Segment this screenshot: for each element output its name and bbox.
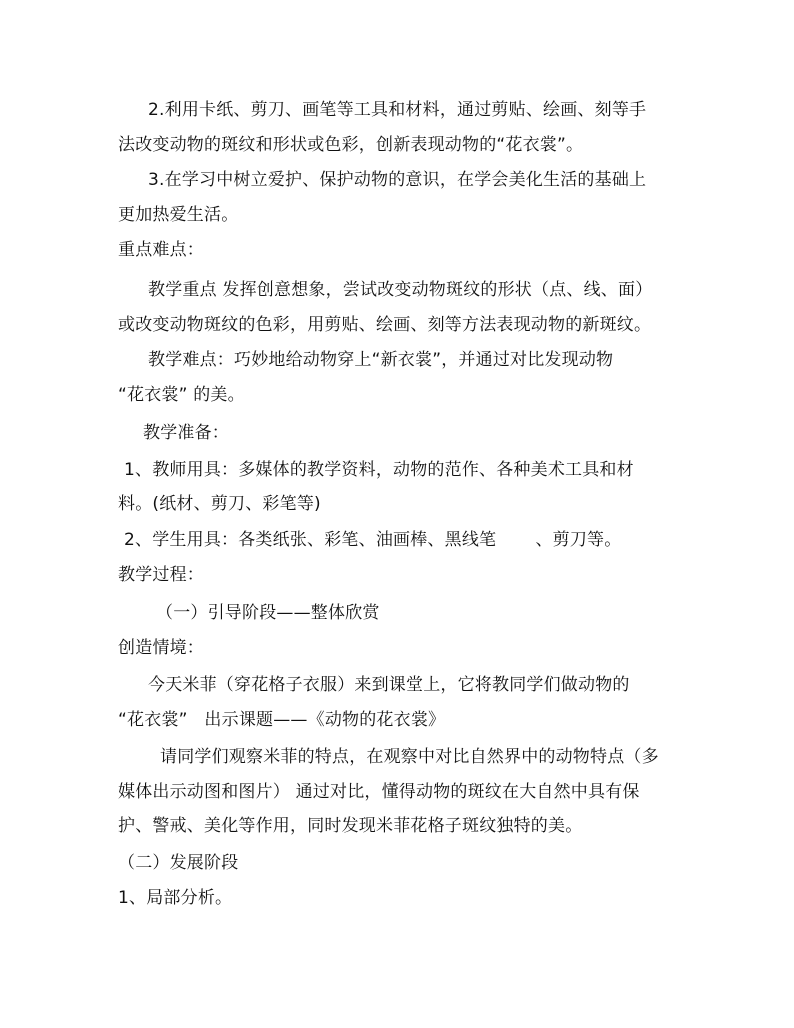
section-heading: 创造情境：: [118, 638, 204, 658]
text-line: 料。(纸材、剪刀、彩笔等): [118, 494, 321, 514]
text-line: 3.在学习中树立爱护、保护动物的意识，在学会美化生活的基础上: [148, 170, 647, 190]
text-line: 更加热爱生活。: [118, 205, 239, 225]
subsection-heading: （一）引导阶段——整体欣赏: [156, 603, 380, 623]
text-line: 2、学生用具：各类纸张、彩笔、油画棒、黑线笔 、剪刀等。: [124, 530, 622, 550]
text-line: 教学难点：巧妙地给动物穿上“新衣裳”，并通过对比发现动物: [148, 350, 614, 370]
text-line: 请同学们观察米菲的特点，在观察中对比自然界中的动物特点（多: [160, 747, 659, 767]
text-line: 法改变动物的斑纹和形状或色彩，创新表现动物的“花衣裳”。: [118, 135, 584, 155]
section-heading: 重点难点：: [118, 240, 204, 260]
section-heading: 教学准备：: [143, 423, 229, 443]
subsection-heading: （二）发展阶段: [118, 853, 239, 873]
text-line: 今天米菲（穿花格子衣服）来到课堂上，它将教同学们做动物的: [148, 675, 630, 695]
text-line: 教学重点 发挥创意想象，尝试改变动物斑纹的形状（点、线、面）: [148, 280, 653, 300]
text-line: 或改变动物斑纹的色彩，用剪贴、绘画、刻等方法表现动物的新斑纹。: [118, 315, 652, 335]
text-line: 1、局部分析。: [118, 888, 233, 908]
section-heading: 教学过程：: [118, 565, 204, 585]
text-line: 2.利用卡纸、剪刀、画笔等工具和材料，通过剪贴、绘画、刻等手: [148, 100, 647, 120]
text-line: 护、警戒、美化等作用，同时发现米菲花格子斑纹独特的美。: [118, 816, 583, 836]
text-line: “花衣裳” 的美。: [118, 385, 245, 405]
text-line: “花衣裳” 出示课题——《动物的花衣裳》: [118, 710, 446, 730]
text-line: 1、教师用具：多媒体的教学资料，动物的范作、各种美术工具和材: [124, 460, 634, 480]
text-line: 媒体出示动图和图片） 通过对比，懂得动物的斑纹在大自然中具有保: [118, 782, 640, 802]
